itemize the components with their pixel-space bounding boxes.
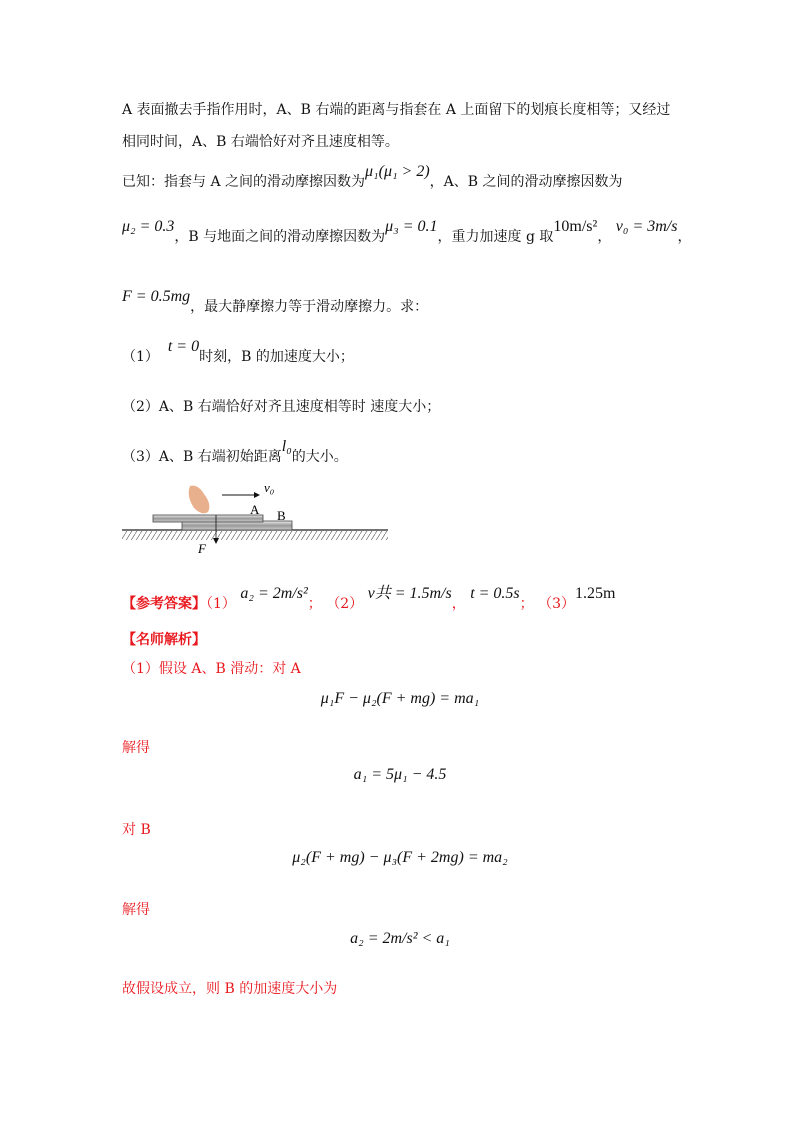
equation: μ₂(F + mg) − μ₃(F + 2mg) = ma₂ <box>292 849 508 866</box>
math: μ₂ = 0.3 <box>122 218 175 235</box>
text: ， <box>451 596 466 612</box>
text: ，最大静摩擦力等于滑动摩擦力。求： <box>190 299 429 315</box>
ground-hatch <box>122 531 388 540</box>
text: 时刻，B 的加速度大小； <box>199 349 354 365</box>
math: 10m/s² <box>553 218 598 235</box>
math: t = 0.5s <box>470 585 520 602</box>
text: ， <box>597 229 612 245</box>
math: F = 0.5mg <box>122 288 191 305</box>
velocity-arrow <box>254 492 260 498</box>
text: （2） <box>326 596 364 612</box>
force-arrow <box>213 538 219 544</box>
text-line <box>122 288 429 316</box>
reference-answer <box>122 585 616 613</box>
question-3 <box>122 438 348 466</box>
b-label: B <box>277 508 286 523</box>
analysis-label: 【名师解析】 <box>122 632 206 648</box>
question-2: （2）A、B 右端恰好对齐且速度相等时 速度大小； <box>122 399 441 415</box>
text-line: 解得 <box>122 902 150 918</box>
question-1 <box>122 338 354 366</box>
text: 已知：指套与 A 之间的滑动摩擦因数为 <box>122 174 366 190</box>
math: v共 = 1.5m/s <box>367 585 452 602</box>
v0-label: v₀ <box>264 480 275 495</box>
text: ； <box>307 596 322 612</box>
math: l₀ <box>281 438 292 455</box>
text: （3）A、B 右端初始距离 <box>122 449 282 465</box>
text-line: 故假设成立，则 B 的加速度大小为 <box>122 981 338 997</box>
a-label: A <box>250 502 260 517</box>
text: （3） <box>538 596 576 612</box>
text-line: A 表面撤去手指作用时，A、B 右端的距离与指套在 A 上面留下的划痕长度相等；又经过 <box>122 102 671 118</box>
math: 1.25m <box>575 585 616 602</box>
f-label: F <box>198 541 206 556</box>
text-line <box>122 218 692 246</box>
board-a <box>153 515 263 522</box>
finger-icon <box>189 486 210 514</box>
text: ； <box>519 596 534 612</box>
text: （1） <box>122 349 159 365</box>
text-line <box>122 163 623 191</box>
math: t = 0 <box>167 338 200 355</box>
math: a₂ = 2m/s² <box>240 585 308 602</box>
answer-label: 【参考答案】 <box>122 596 206 612</box>
text: ，B 与地面之间的滑动摩擦因数为 <box>174 229 386 245</box>
equation: a₂ = 2m/s² < a₁ <box>350 930 450 947</box>
text: ，A、B 之间的滑动摩擦因数为 <box>429 174 623 190</box>
math: μ₃ = 0.1 <box>385 218 438 235</box>
physics-diagram <box>120 478 390 558</box>
text: （1） <box>206 596 236 612</box>
text-line: （1）假设 A、B 滑动：对 A <box>122 661 301 677</box>
text: ， <box>677 229 692 245</box>
text-line: 对 B <box>122 822 151 838</box>
text-line: 解得 <box>122 740 150 756</box>
equation: a₁ = 5μ₁ − 4.5 <box>353 766 447 783</box>
text-line: 相同时间，A、B 右端恰好对齐且速度相等。 <box>122 134 399 150</box>
math: v₀ = 3m/s <box>615 218 678 235</box>
math: μ₁(μ₁ > 2) <box>365 163 430 180</box>
text: ，重力加速度 g 取 <box>437 229 554 245</box>
equation: μ₁F − μ₂(F + mg) = ma₁ <box>320 690 480 707</box>
text: 的大小。 <box>291 449 348 465</box>
